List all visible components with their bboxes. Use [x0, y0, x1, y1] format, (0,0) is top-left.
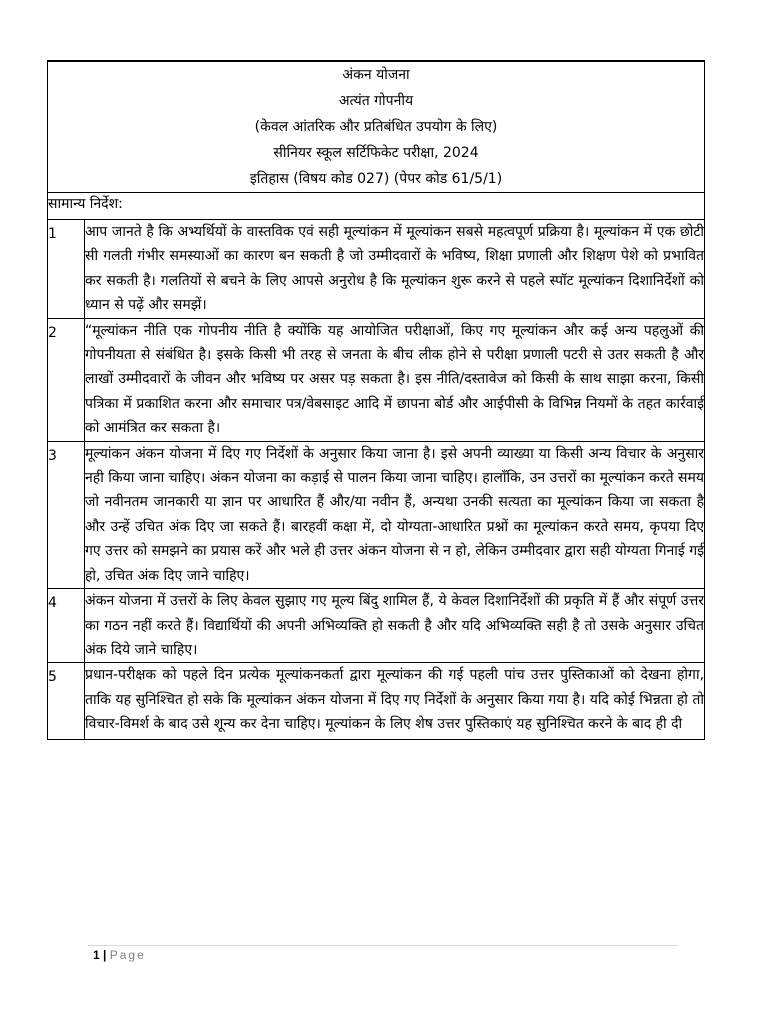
instruction-text: प्रधान-परीक्षक को पहले दिन प्रत्येक मूल्यांकनकर्ता द्वारा मूल्यांकन की गई पहली पांच उत्तर पुस्तिकाओं को देखना होगा, ताकि यह सुनिश्चित हो सके कि मूल्यांकन अंकन योजना में दिए गए निर्देशों के अनुसार किया गया है। यदि कोई भिन्नता हो तो विचार-विमर्श के बाद उसे शून्य कर देना चाहिए। मूल्यांकन के लिए शेष उत्तर पुस्तिकाएं यह सुनिश्चित करने के बाद ही दी: [85, 663, 705, 739]
header-subject-code: इतिहास (विषय कोड 027) (पेपर कोड 61/5/1): [249, 171, 503, 187]
footer-divider: [88, 945, 678, 946]
header-exam-name: सीनियर स्कूल सर्टिफिकेट परीक्षा, 2024: [273, 145, 479, 161]
header-title: अंकन योजना: [342, 67, 410, 83]
header-cell: [48, 61, 705, 193]
general-instructions-label: सामान्य निर्देश:: [48, 193, 705, 220]
instruction-row-3: [48, 441, 705, 588]
page-number: 1: [93, 948, 100, 962]
instruction-row-4: [48, 589, 705, 663]
instruction-text: मूल्यांकन अंकन योजना में दिए गए निर्देशों के अनुसार किया जाना है। इसे अपनी व्याख्या या किसी अन्य विचार के अनुसार नही किया जाना चाहिए। अंकन योजना का कड़ाई से पालन किया जाना चाहिए। हालाँकि, उन उत्तरों का मूल्यांकन करते समय जो नवीनतम जानकारी या ज्ञान पर आधारित हैं और/या नवीन हैं, अन्यथा उनकी सत्यता का मूल्यांकन किया जा सकता है और उन्हें उचित अंक दिए जा सकते हैं। बारहवीं कक्षा में, दो योग्यता-आधारित प्रश्नों का मूल्यांकन करते समय, कृपया दिए गए उत्तर को समझने का प्रयास करें और भले ही उत्तर अंकन योजना से न हो, लेकिन उम्मीदवार द्वारा सही योग्यता गिनाई गई हो, उचित अंक दिए जाने चाहिए।: [85, 441, 705, 588]
instruction-number: 5: [48, 663, 85, 739]
instruction-number: 3: [48, 441, 85, 588]
instruction-row-2: [48, 318, 705, 441]
header-row: [48, 61, 705, 193]
page-separator: |: [103, 948, 107, 962]
page-footer: [93, 948, 146, 962]
instruction-text: आप जानते है कि अभ्यर्थियों के वास्तविक एवं सही मूल्यांकन में मूल्यांकन सबसे महत्वपूर्ण प्रक्रिया है। मूल्यांकन में एक छोटी सी गलती गंभीर समस्याओं का कारण बन सकती है जो उम्मीदवारों के भविष्य, शिक्षा प्रणाली और शिक्षण पेशे को प्रभावित कर सकती है। गलतियों से बचने के लिए आपसे अनुरोध है कि मूल्यांकन शुरू करने से पहले स्पॉट मूल्यांकन दिशानिर्देशों को ध्यान से पढ़ें और समझें।: [85, 220, 705, 319]
instruction-text: अंकन योजना में उत्तरों के लिए केवल सुझाए गए मूल्य बिंदु शामिल हैं, ये केवल दिशानिर्देशों की प्रकृति में हैं और संपूर्ण उत्तर का गठन नहीं करते हैं। विद्यार्थियों की अपनी अभिव्यक्ति हो सकती है और यदि अभिव्यक्ति सही है तो उसके अनुसार उचित अंक दिये जाने चाहिए।: [85, 589, 705, 663]
instruction-row-5: [48, 663, 705, 739]
instruction-text: “मूल्यांकन नीति एक गोपनीय नीति है क्योंकि यह आयोजित परीक्षाओं, किए गए मूल्यांकन और कई अन्य पहलुओं की गोपनीयता से संबंधित है। इसके किसी भी तरह से जनता के बीच लीक होने से परीक्षा प्रणाली पटरी से उतर सकती है और लाखों उम्मीदवारों के जीवन और भविष्य पर असर पड़ सकता है। इस नीति/दस्तावेज को किसी के साथ साझा करना, किसी पत्रिका में प्रकाशित करना और समाचार पत्र/वेबसाइट आदि में छापना बोर्ड और आईपीसी के विभिन्न नियमों के तहत कार्रवाई को आमंत्रित कर सकता है।: [85, 318, 705, 441]
general-instructions-row: [48, 193, 705, 220]
header-confidential: अत्यंत गोपनीय: [338, 93, 414, 109]
header-usage-note: (केवल आंतरिक और प्रतिबंधित उपयोग के लिए): [254, 119, 498, 135]
instruction-number: 4: [48, 589, 85, 663]
instruction-row-1: [48, 220, 705, 319]
marking-scheme-table: [47, 60, 705, 740]
instruction-number: 1: [48, 220, 85, 319]
instruction-number: 2: [48, 318, 85, 441]
page-label: Page: [109, 948, 146, 962]
